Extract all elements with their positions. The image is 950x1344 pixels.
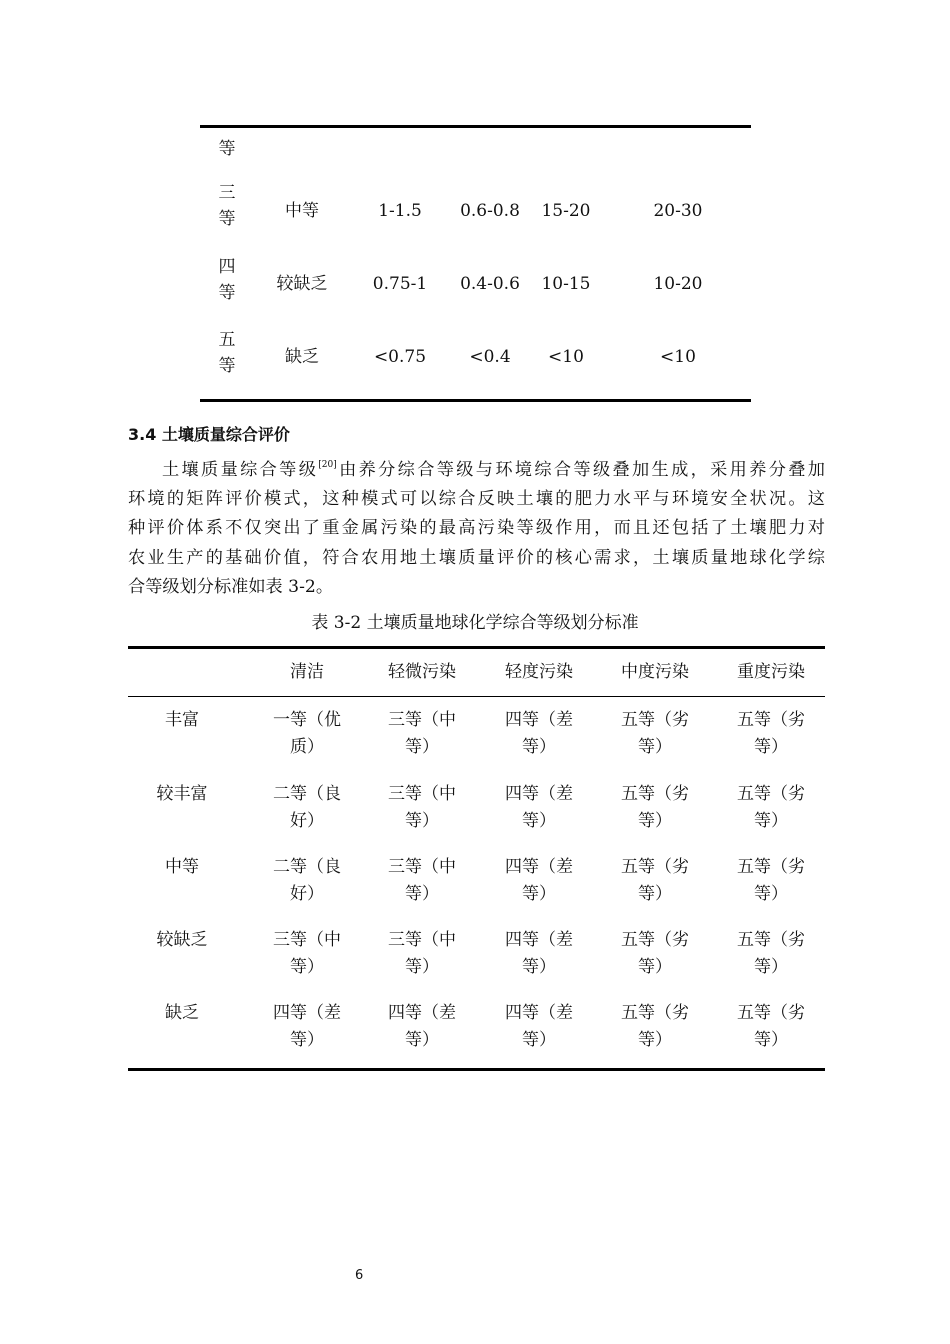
paragraph-line: 合等级划分标准如表 3-2。 xyxy=(128,576,334,597)
paragraph-line: 土壤质量综合等级[20]由养分综合等级与环境综合等级叠加生成，采用养分叠加 xyxy=(162,460,825,480)
column-header: 中度污染 xyxy=(621,662,689,682)
table-header-row xyxy=(128,649,825,697)
column-header: 重度污染 xyxy=(737,662,805,682)
quality-grade-table xyxy=(128,646,825,1071)
grade-cell: 五等（劣 等） xyxy=(621,710,689,757)
paragraph-line: 农业生产的基础价值，符合农用地土壤质量评价的核心需求，土壤质量地球化学综 xyxy=(128,547,825,568)
grade-cell: 三等（中 等） xyxy=(388,784,456,831)
value-cell: <10 xyxy=(548,347,584,367)
paragraph-line: 环境的矩阵评价模式，这种模式可以综合反映土壤的肥力水平与环境安全状况。这 xyxy=(128,489,825,510)
grade-cell: 五等（劣 等） xyxy=(621,1003,689,1050)
grade-cell: 五等（劣 等） xyxy=(621,784,689,831)
grade-cell: 五 等 xyxy=(218,330,236,376)
grade-cell: 五等（劣 等） xyxy=(737,930,805,977)
value-cell: 10-20 xyxy=(653,274,703,294)
value-cell: 0.6-0.8 xyxy=(460,201,520,221)
level-cell: 中等 xyxy=(285,201,319,221)
grade-cell: 二等（良 好） xyxy=(273,857,341,904)
value-cell: 20-30 xyxy=(653,201,703,221)
column-header: 轻微污染 xyxy=(388,662,456,682)
citation[interactable]: [20] xyxy=(318,460,337,470)
row-label: 中等 xyxy=(165,857,199,877)
value-cell: <10 xyxy=(660,347,696,367)
grade-table-continued xyxy=(200,125,751,402)
grade-cell: 等 xyxy=(218,139,236,159)
level-cell: 缺乏 xyxy=(285,347,319,367)
grade-cell: 五等（劣 等） xyxy=(737,857,805,904)
grade-cell: 四等（差 等） xyxy=(505,784,573,831)
section-heading: 3.4 土壤质量综合评价 xyxy=(128,425,290,444)
grade-cell: 四等（差 等） xyxy=(388,1003,456,1050)
value-cell: 0.4-0.6 xyxy=(460,274,520,294)
column-header: 清洁 xyxy=(290,662,324,682)
page-number: 6 xyxy=(355,1268,364,1283)
grade-cell: 五等（劣 等） xyxy=(621,930,689,977)
grade-cell: 四等（差 等） xyxy=(505,1003,573,1050)
grade-cell: 四 等 xyxy=(218,257,236,303)
grade-cell: 一等（优 质） xyxy=(273,710,341,757)
value-cell: 10-15 xyxy=(541,274,591,294)
row-label: 较丰富 xyxy=(156,784,208,804)
value-cell: 1-1.5 xyxy=(378,201,422,221)
table-caption: 表 3-2 土壤质量地球化学综合等级划分标准 xyxy=(311,613,639,633)
row-label: 缺乏 xyxy=(165,1003,199,1023)
grade-cell: 四等（差 等） xyxy=(505,930,573,977)
value-cell: 0.75-1 xyxy=(372,274,428,294)
value-cell: <0.4 xyxy=(469,347,511,367)
body-paragraph xyxy=(128,456,825,602)
value-cell: 15-20 xyxy=(541,201,591,221)
grade-cell: 三 等 xyxy=(218,183,236,229)
value-cell: <0.75 xyxy=(373,347,427,367)
grade-cell: 四等（差 等） xyxy=(273,1003,341,1050)
grade-cell: 五等（劣 等） xyxy=(737,1003,805,1050)
column-header: 轻度污染 xyxy=(505,662,573,682)
grade-cell: 三等（中 等） xyxy=(388,710,456,757)
row-label: 丰富 xyxy=(165,710,199,730)
paragraph-line: 种评价体系不仅突出了重金属污染的最高污染等级作用，而且还包括了土壤肥力对 xyxy=(128,518,825,539)
grade-cell: 三等（中 等） xyxy=(388,857,456,904)
row-label: 较缺乏 xyxy=(156,930,208,950)
grade-cell: 五等（劣 等） xyxy=(737,710,805,757)
grade-cell: 二等（良 好） xyxy=(273,784,341,831)
grade-cell: 三等（中 等） xyxy=(273,930,341,977)
level-cell: 较缺乏 xyxy=(276,274,328,294)
grade-cell: 四等（差 等） xyxy=(505,857,573,904)
grade-cell: 三等（中 等） xyxy=(388,930,456,977)
grade-cell: 五等（劣 等） xyxy=(737,784,805,831)
grade-cell: 五等（劣 等） xyxy=(621,857,689,904)
grade-cell: 四等（差 等） xyxy=(505,710,573,757)
